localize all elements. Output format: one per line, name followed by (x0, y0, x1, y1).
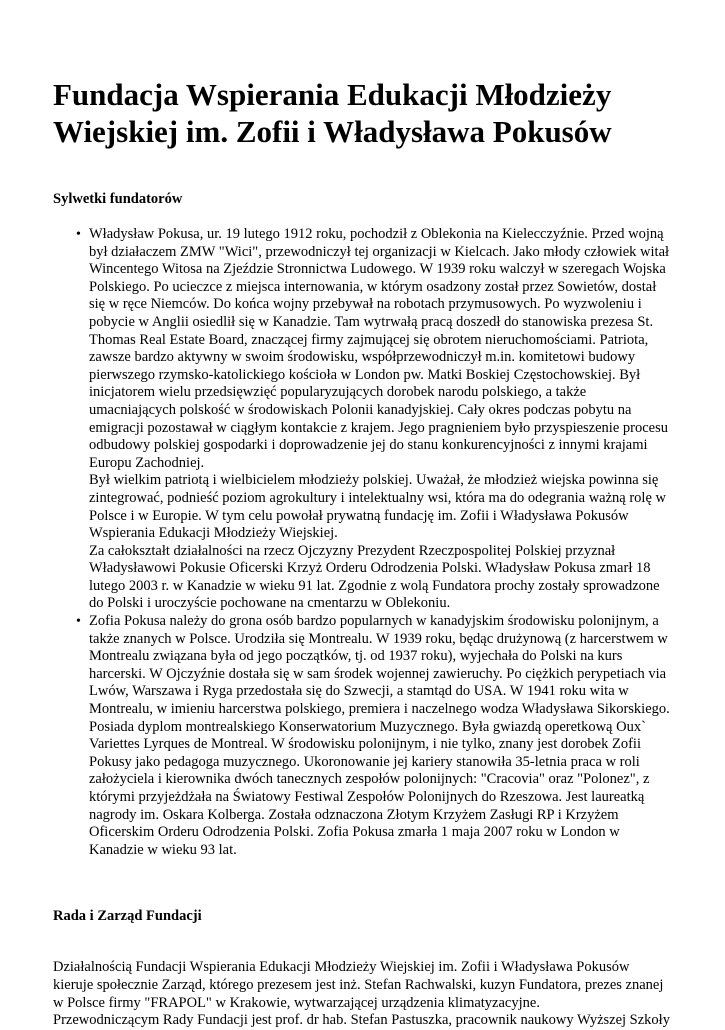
title-line-2: Wiejskiej im. Zofii i Władysława Pokusów (53, 114, 612, 149)
founders-list (53, 226, 673, 859)
founder-zofia-paragraph-1: Zofia Pokusa należy do grona osób bardzo popularnych w kanadyjskim środowisku polonijnym, a także znanych w Polsce. Urodziła się Montrealu. W 1939 roku, będąc drużynową (z harcerstwem w Montrealu związana była od jego początków, tj. od 1937 roku), wyjechała do Polski na kurs harcerski. W Ojczyźnie dostała się w sam środek wojennej zawieruchy. Po ciężkich perypetiach via Lwów, Warszawa i Ryga przedostała się do Szwecji, a stamtąd do USA. W 1941 roku wita w Montrealu, w imieniu harcerstwa polskiego, premiera i naczelnego wodza Władysława Sikorskiego. Posiada dyplom montrealskiego Konserwatorium Muzycznego. Była gwiazdą operetkową Oux` Variettes Lyrques de Montreal. W środowisku polonijnym, i nie tylko, znany jest dorobek Zofii Pokusy jako pedagoga muzycznego. Ukoronowanie jej kariery stanowiła 35-letnia praca w roli założyciela i kierownika dwóch tanecznych zespołów polonijnych: "Cracovia" oraz "Polonez", z którymi przyjeżdżała na Światowy Festiwal Zespołów Polonijnych do Rzeszowa. Jest laureatką nagrody im. Oskara Kolberga. Została odznaczona Złotym Krzyżem Zasługi RP i Krzyżem Oficerskim Orderu Odrodzenia Polski. Zofia Pokusa zmarła 1 maja 2007 roku w London w Kanadzie w wieku 93 lat. (89, 613, 670, 858)
founder-wladyslaw-paragraph-1: Władysław Pokusa, ur. 19 lutego 1912 roku, pochodził z Oblekonia na Kielecczyźnie. Przed wojną był działaczem ZMW "Wici", przewodniczył tej organizacji w Kielcach. Jako młody człowiek witał Wincentego Witosa na Zjeździe Stronnictwa Ludowego. W 1939 roku walczył w szeregach Wojska Polskiego. Po ucieczce z miejsca internowania, w którym osadzony został przez Sowietów, dostał się w ręce Niemców. Do końca wojny przebywał na robotach przymusowych. Po wyzwoleniu i pobycie w Anglii osiedlił się w Kanadzie. Tam wytrwałą pracą doszedł do stanowiska prezesa St. Thomas Real Estate Board, znaczącej firmy zajmującej się obrotem nieruchomościami. Patriota, zawsze bardzo aktywny w swoim środowisku, współprzewodniczył m.in. komitetowi budowy pierwszego rzymsko-katolickiego kościoła w London pw. Matki Boskiej Częstochowskiej. Był inicjatorem wielu przedsięwzięć popularyzujących dorobek narodu polskiego, a także umacniających polskość w środowiskach Polonii kanadyjskiej. Cały okres podczas pobytu na emigracji pozostawał w ciągłym kontakcie z krajem. Jego pragnieniem było przyspieszenie procesu odbudowy polskiej gospodarki i doprowadzenie jej do stanu konkurencyjności z innymi krajami Europu Zachodniej. (89, 226, 670, 471)
title-line-1: Fundacja Wspierania Edukacji Młodzieży (53, 77, 612, 112)
board-paragraph-2: Przewodniczącym Rady Fundacji jest prof. dr hab. Stefan Pastuszka, pracownik naukowy Wyższej Szkoły (53, 1012, 670, 1029)
founder-wladyslaw-paragraph-3: Za całokształt działalności na rzecz Ojczyzny Prezydent Rzeczpospolitej Polskiej przyznał Władysławowi Pokusie Oficerski Krzyż Orderu Odrodzenia Polski. Władysław Pokusa zmarł 18 lutego 2003 r. w Kanadzie w wieku 91 lat. Zgodnie z wolą Fundatora prochy zostały sprowadzone do Polski i uroczyście pochowane na cmentarzu w Oblekoniu. (89, 542, 660, 612)
founders-heading: Sylwetki fundatorów (53, 191, 183, 207)
board-paragraph-1: Działalnością Fundacji Wspierania Edukacji Młodzieży Wiejskiej im. Zofii i Władysława Pokusów kieruje społecznie Zarząd, którego prezesem jest inż. Stefan Rachwalski, kuzyn Fundatora, prezes znanej w Polsce firmy "FRAPOL" w Krakowie, wytwarzającej urządzenia klimatyzacyjne. (53, 959, 664, 1011)
document-page (53, 0, 673, 1030)
founder-wladyslaw (76, 226, 673, 613)
founder-zofia (76, 613, 673, 859)
document-title (53, 76, 673, 150)
board-heading: Rada i Zarząd Fundacji (53, 908, 202, 925)
bullet-icon: • (76, 227, 81, 242)
founder-wladyslaw-paragraph-2: Był wielkim patriotą i wielbicielem młodzieży polskiej. Uważał, że młodzież wiejska powinna się zintegrować, podnieść poziom agrokultury i intelektualny wsi, która ma do odegrania ważną rolę w Polsce i w Europie. W tym celu powołał prywatną fundację im. Zofii i Władysława Pokusów Wspierania Edukacji Młodzieży Wiejskiej. (89, 472, 666, 542)
board-text (53, 959, 673, 1029)
bullet-icon: • (76, 614, 81, 630)
